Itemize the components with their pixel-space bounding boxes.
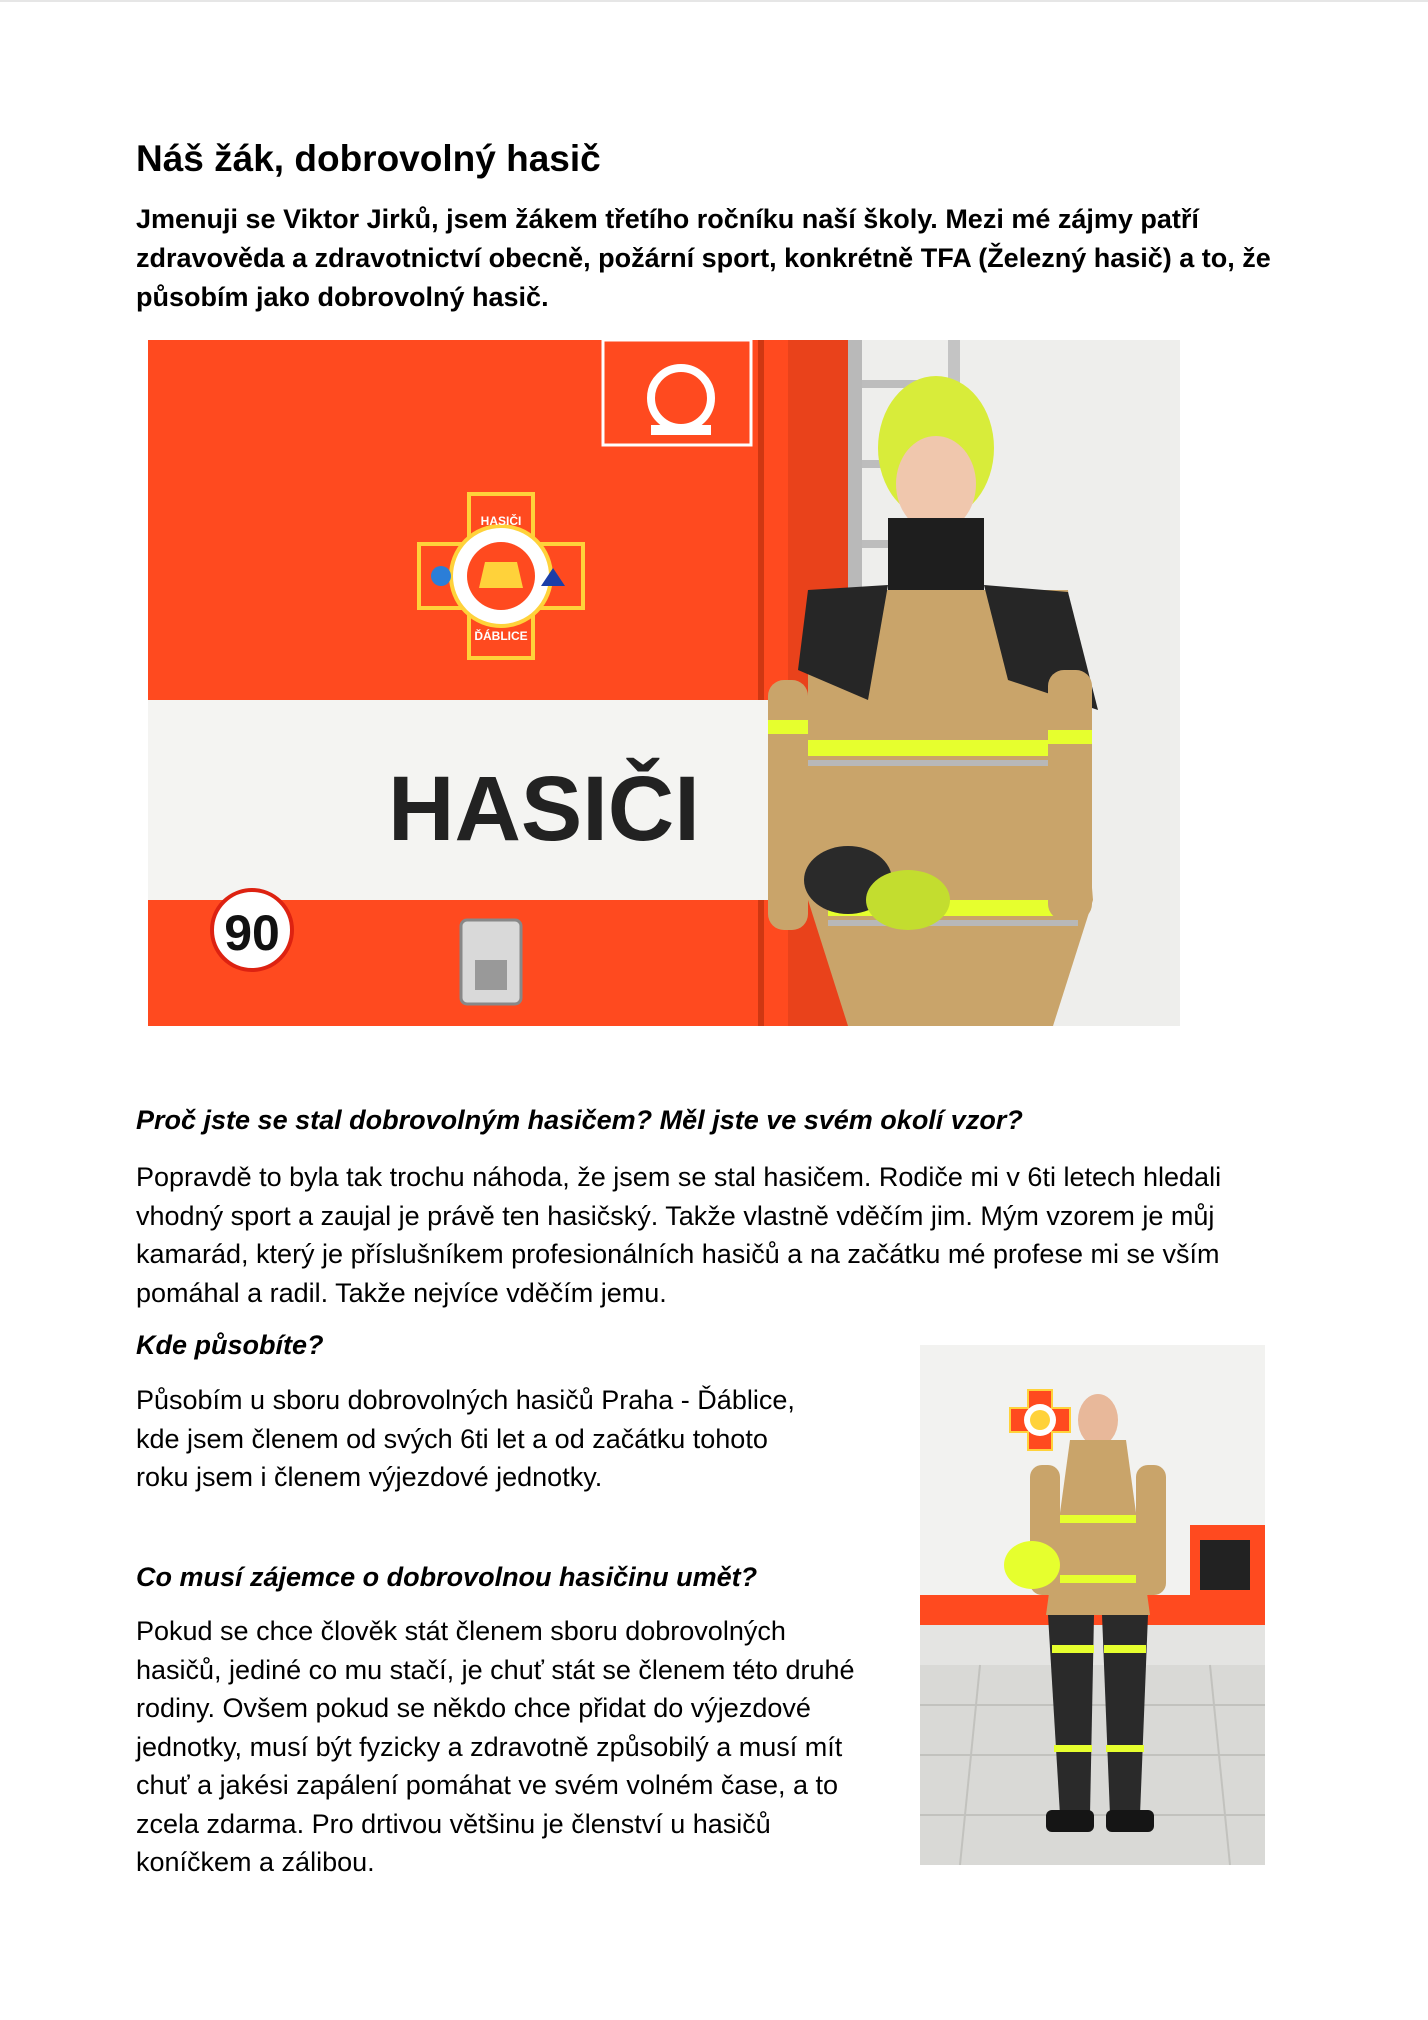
answer-3-line: koníčkem a zálibou. — [136, 1847, 375, 1877]
question-1: Proč jste se stal dobrovolným hasičem? Měl jste ve svém okolí vzor? — [136, 1105, 1023, 1135]
question-2: Kde působíte? — [136, 1330, 324, 1360]
main-photo — [148, 340, 1180, 1026]
answer-3 — [136, 1612, 916, 1882]
answer-3-line: jednotky, musí být fyzicky a zdravotně způsobilý a musí mít — [136, 1731, 843, 1762]
answer-3-line: hasičů, jediné co mu stačí, je chuť stát se členem této druhé — [136, 1654, 855, 1685]
answer-2-line: Působím u sboru dobrovolných hasičů Praha - Ďáblice, — [136, 1385, 795, 1415]
answer-2-line: roku jsem i členem výjezdové jednotky. — [136, 1462, 603, 1492]
answer-1-line: kamarád, který je příslušníkem profesionálních hasičů a na začátku mé profese mi se vším — [136, 1239, 1220, 1269]
truck-lettering: HASIČI — [388, 758, 700, 860]
answer-2 — [136, 1381, 896, 1497]
secondary-photo — [920, 1345, 1265, 1865]
article-title: Náš žák, dobrovolný hasič — [136, 138, 601, 179]
answer-3-line: Pokud se chce člověk stát členem sboru dobrovolných — [136, 1616, 786, 1646]
answer-1 — [136, 1158, 1316, 1312]
answer-3-line: rodiny. Ovšem pokud se někdo chce přidat do výjezdové — [136, 1693, 811, 1723]
answer-3-line: chuť a jakési zapálení pomáhat ve svém volném čase, a to — [136, 1770, 838, 1800]
question-3: Co musí zájemce o dobrovolnou hasičinu umět? — [136, 1562, 758, 1592]
top-rule — [0, 0, 1428, 2]
emblem-top-text: HASIČI — [480, 514, 522, 528]
answer-1-line: pomáhal a radil. Takže nejvíce vděčím jemu. — [136, 1277, 667, 1308]
speed-limit-number: 90 — [224, 905, 280, 961]
answer-1-line: vhodný sport a zaujal je právě ten hasičský. Takže vlastně vděčím jim. Mým vzorem je můj — [136, 1200, 1215, 1231]
answer-2-line: kde jsem členem od svých 6ti let a od začátku tohoto — [136, 1423, 768, 1454]
article-intro: Jmenuji se Viktor Jirků, jsem žákem třetího ročníku naší školy. Mezi mé zájmy patří zdravověda a zdravotnictví obecně, požární sport, konkrétně TFA (Železný hasič) a to, že působím jako dobrovolný hasič. — [136, 204, 1271, 312]
emblem-bottom-text: ĎÁBLICE — [474, 629, 528, 643]
answer-1-line: Popravdě to byla tak trochu náhoda, že jsem se stal hasičem. Rodiče mi v 6ti letech hledali — [136, 1162, 1222, 1192]
answer-3-line: zcela zdarma. Pro drtivou většinu je členství u hasičů — [136, 1808, 771, 1839]
